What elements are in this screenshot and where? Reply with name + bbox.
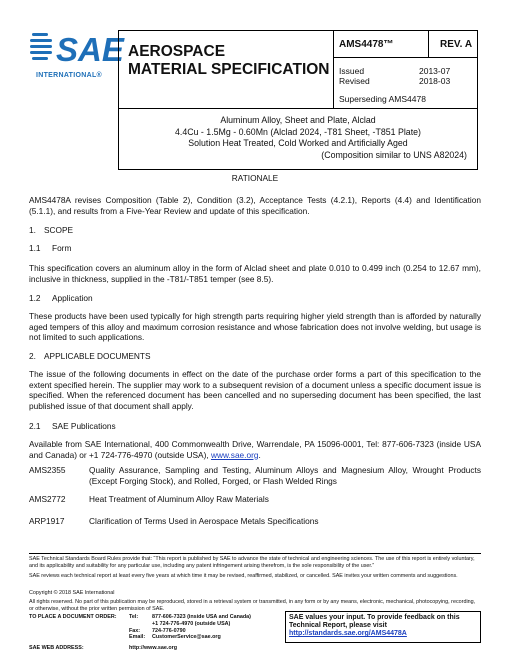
tel-number-1: 877-606-7323 (inside USA and Canada) <box>152 614 251 620</box>
reference-code: AMS2355 <box>29 465 66 475</box>
sae-logo-mark <box>30 30 124 68</box>
section-title: Application <box>52 293 93 303</box>
reference-code: ARP1917 <box>29 516 65 526</box>
order-label: TO PLACE A DOCUMENT ORDER: <box>29 614 117 620</box>
section-number: 2. <box>29 351 36 361</box>
section-1-1-heading <box>29 243 72 253</box>
document-number: AMS4478™ <box>334 31 429 58</box>
tel-number-2: +1 724-776-4970 (outside USA) <box>152 620 231 627</box>
section-title: APPLICABLE DOCUMENTS <box>44 351 151 361</box>
section-2-heading <box>29 351 151 361</box>
reference-title: Clarification of Terms Used in Aerospace Metals Specifications <box>89 516 319 526</box>
issued-label: Issued <box>339 66 365 76</box>
section-title: Form <box>52 243 72 253</box>
section-1-2-text: These products have been used typically for high strength parts requiring higher yield strength than is afforded by naturally aged tempers of this alloy and maximum corrosion resistance and whose fabrication does not involve welding, but usage is not limited to such applications. <box>29 311 481 343</box>
document-subtitle <box>119 109 477 169</box>
logo-subtext: INTERNATIONAL® <box>35 72 102 79</box>
section-1-heading <box>29 225 74 235</box>
footer-policy: SAE Technical Standards Board Rules provide that: “This report is published by SAE to advance the state of technical and engineering sciences. The use of this report is entirely voluntary, and its applicability and suitability for any particular use, including any patent infringement arising therefrom, is the sole responsibility of the user.” <box>29 556 475 569</box>
reference-item <box>29 465 481 487</box>
fax-number: 724-776-0790 <box>152 627 186 634</box>
web-address[interactable]: http://www.sae.org <box>129 645 178 652</box>
issued-date: 2013-07 <box>419 66 451 76</box>
feedback-box <box>285 611 481 643</box>
section-2-text: The issue of the following documents in effect on the date of the purchase order forms a part of this specification to the extent specified herein. The supplier may work to a subsequent revision of a document unless a specific document issue is specified. When the referenced document has been cancelled and no superseding document has been specified, the last published issue of that document shall apply. <box>29 369 481 411</box>
revised-label: Revised <box>339 76 370 86</box>
subtitle-line-3: Solution Heat Treated, Cold Worked and Artificially Aged <box>188 138 408 148</box>
revision-label: REV. A <box>429 31 477 58</box>
sae-website-link[interactable]: www.sae.org <box>210 449 259 460</box>
revised-date: 2018-03 <box>419 76 451 86</box>
dates-block <box>334 58 477 109</box>
web-label: SAE WEB ADDRESS: <box>29 645 84 652</box>
footer-rights: All rights reserved. No part of this publication may be reproduced, stored in a retrieval system or transmitted, in any form or by any means, electronic, mechanical, photocopying, recording, or otherwise, without the prior written permission of SAE. <box>29 599 476 612</box>
reference-title: Quality Assurance, Sampling and Testing, Aluminum Alloys and Magnesium Alloy, Wrought Products (Except Forging Stock), and Rolled, Forged, or Flash Welded Rings <box>89 465 481 486</box>
sae-address-text: Available from SAE International, 400 Commonwealth Drive, Warrendale, PA 15096-0001, Tel: 877-606-7323 (inside USA and Canada) or +1 724-776-4970 (outside USA), <box>29 439 481 460</box>
reference-code: AMS2772 <box>29 494 66 504</box>
section-title: SCOPE <box>44 225 74 235</box>
tel-label: Tel: <box>129 614 139 620</box>
order-contact-block <box>29 614 251 652</box>
subtitle-line-4: (Composition similar to UNS A82024) <box>321 149 467 160</box>
rationale-heading: RATIONALE <box>231 173 279 183</box>
section-2-1-heading <box>29 421 116 431</box>
reference-title: Heat Treatment of Aluminum Alloy Raw Materials <box>89 494 269 504</box>
header-box <box>118 30 478 170</box>
section-number: 2.1 <box>29 421 41 431</box>
feedback-line-2: Technical Report, please visit <box>289 622 387 629</box>
footer-review: SAE reviews each technical report at least every five years at which time it may be revised, reaffirmed, stabilized, or cancelled. SAE invites your written comments and suggestions. <box>29 573 458 579</box>
email-address[interactable]: CustomerService@sae.org <box>152 634 221 641</box>
rationale-text: AMS4478A revises Composition (Table 2), Condition (3.2), Acceptance Tests (4.2.1), Reports (4.4) and Identification (5.1.1), and results from a Five-Year Review and update of this specification. <box>29 195 481 216</box>
subtitle-line-2: 4.4Cu - 1.5Mg - 0.60Mn (Alclad 2024, -T81 Sheet, -T851 Plate) <box>175 126 421 137</box>
sae-logo <box>30 30 124 79</box>
title-line-2: MATERIAL SPECIFICATION <box>128 61 330 78</box>
section-1-1-text: This specification covers an aluminum alloy in the form of Alclad sheet and plate 0.010 to 0.499 inch (0.254 to 12.67 mm), inclusive in thickness, supplied in the -T81/-T851 temper (see 8.5). <box>29 263 481 284</box>
section-1-2-heading <box>29 293 93 303</box>
section-title: SAE Publications <box>52 421 116 431</box>
email-label: Email: <box>129 634 146 641</box>
superseding-note: Superseding AMS4478 <box>339 94 426 104</box>
feedback-link[interactable]: http://standards.sae.org/AMS4478A <box>289 630 407 637</box>
fax-label: Fax: <box>129 627 141 634</box>
svg-text:SAE: SAE <box>56 31 124 68</box>
feedback-line-1: SAE values your input. To provide feedback on this <box>289 614 460 621</box>
document-type-title <box>119 31 334 109</box>
reference-item <box>29 494 481 505</box>
section-number: 1.2 <box>29 293 41 303</box>
section-number: 1. <box>29 225 36 235</box>
footer-divider <box>29 553 481 554</box>
section-2-1-text: Available from SAE International, 400 Commonwealth Drive, Warrendale, PA 15096-0001, Tel: 877-606-7323 (inside USA and Canada) or +1 724-776-4970 (outside USA), www.sae.org. <box>29 439 481 460</box>
title-line-1: AEROSPACE <box>128 43 226 60</box>
subtitle-line-1: Aluminum Alloy, Sheet and Plate, Alclad <box>220 115 376 125</box>
section-number: 1.1 <box>29 243 41 253</box>
footer-copyright: Copyright © 2018 SAE International <box>29 590 115 596</box>
reference-item <box>29 516 481 527</box>
